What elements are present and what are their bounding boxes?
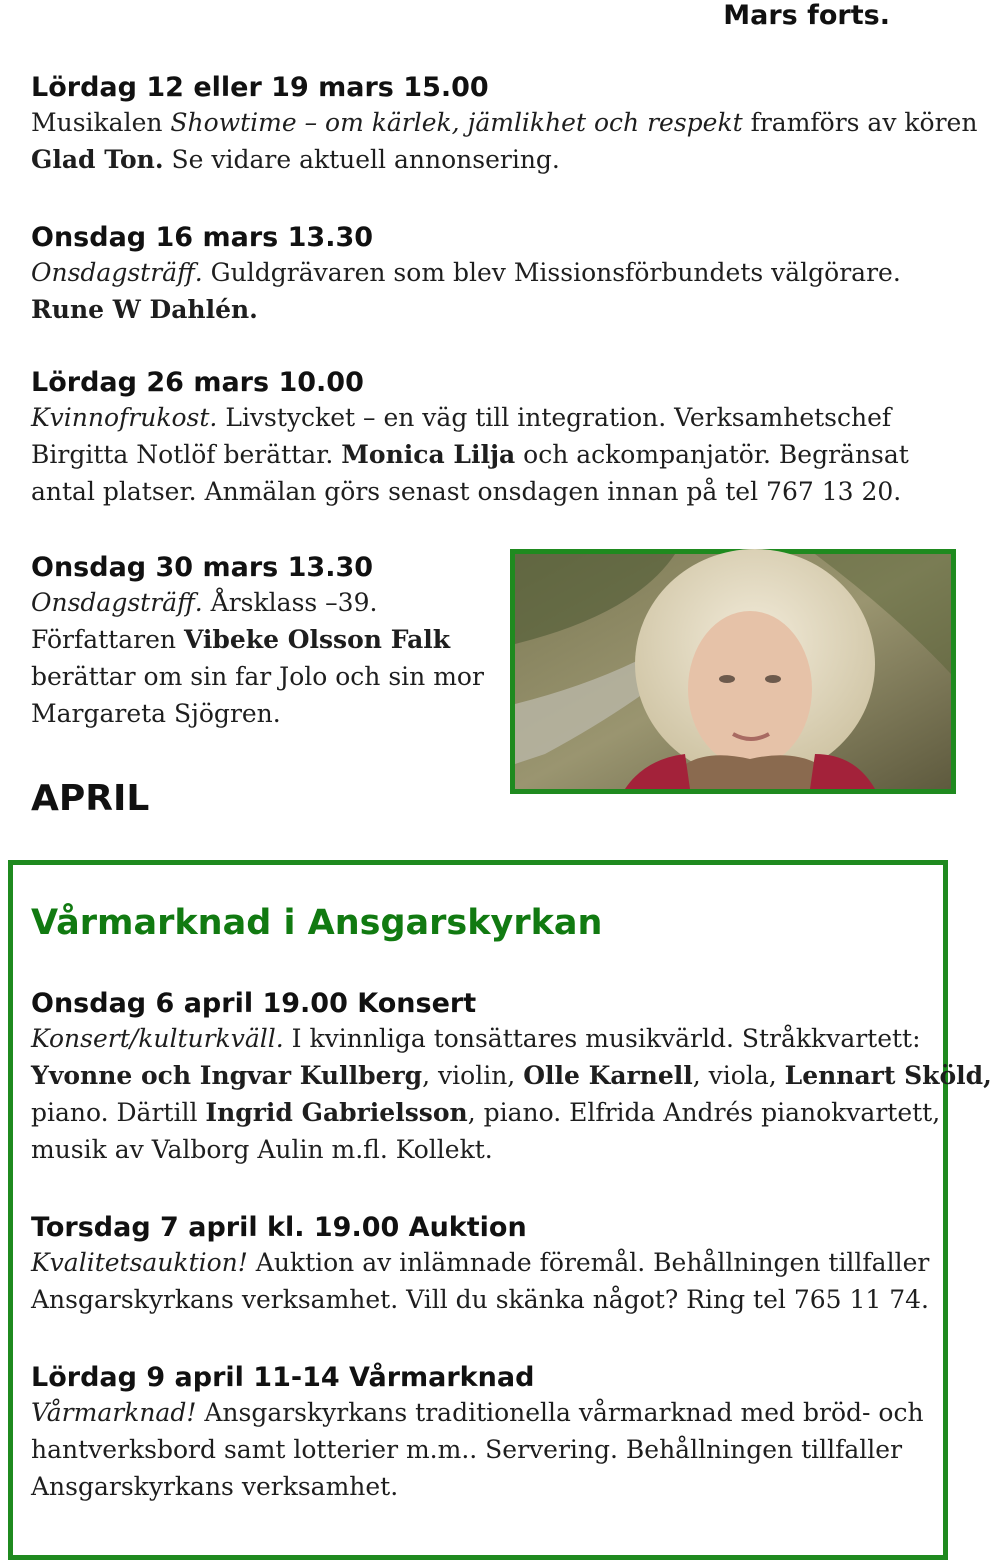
text-line (31, 1094, 992, 1131)
text-segment: Margareta Sjögren. (31, 699, 281, 728)
text-segment: Guldgrävaren som blev Missionsförbundets välgörare. (202, 258, 901, 287)
text-segment: framförs av kören (742, 108, 978, 137)
box-title: Vårmarknad i Ansgarskyrkan (31, 903, 603, 943)
bold-name: Olle Karnell (523, 1061, 693, 1090)
text-line (31, 104, 977, 141)
page-header-title: Mars forts. (723, 0, 890, 31)
text-segment: , piano. Elfrida Andrés pianokvartett, (467, 1098, 941, 1127)
event-heading: Torsdag 7 april kl. 19.00 Auktion (31, 1212, 527, 1243)
italic-term: Showtime – om kärlek, jämlikhet och respekt (170, 108, 743, 137)
text-line (31, 254, 901, 291)
text-line (31, 141, 977, 178)
text-line (31, 436, 909, 473)
text-segment: Livstycket – en väg till integration. Verksamhetschef (217, 403, 892, 432)
text-line (31, 1394, 924, 1431)
text-line (31, 399, 909, 436)
text-segment: Birgitta Notlöf berättar. (31, 440, 342, 469)
text-segment: Se vidare aktuell annonsering. (163, 145, 560, 174)
text-segment: Musikalen (31, 108, 171, 137)
text-line (31, 1057, 992, 1094)
text-segment: hantverksbord samt lotterier m.m.. Servering. Behållningen tillfaller (31, 1435, 903, 1464)
text-line (31, 1281, 929, 1318)
april-event-2 (31, 1212, 929, 1318)
text-segment: Författaren (31, 625, 184, 654)
event-body (31, 399, 909, 510)
march-event-2 (31, 222, 901, 328)
event-heading: Onsdag 6 april 19.00 Konsert (31, 988, 477, 1019)
event-body (31, 1394, 924, 1505)
bold-name: Monica Lilja (341, 440, 516, 469)
text-segment: och ackompanjatör. Begränsat (515, 440, 909, 469)
text-line (31, 1468, 924, 1505)
april-heading: APRIL (31, 778, 150, 819)
bold-name: Lennart Sköld, (784, 1061, 992, 1090)
event-heading: Lördag 9 april 11-14 Vårmarknad (31, 1362, 535, 1393)
text-line (31, 621, 484, 658)
text-line (31, 695, 484, 732)
bold-name: Ingrid Gabrielsson (205, 1098, 468, 1127)
text-line (31, 473, 909, 510)
bold-name: Yvonne och Ingvar Kullberg (31, 1061, 423, 1090)
italic-term: Vårmarknad! (31, 1398, 197, 1427)
text-line (31, 658, 484, 695)
bold-name: Glad Ton. (31, 145, 164, 174)
event-heading: Onsdag 16 mars 13.30 (31, 222, 374, 253)
text-segment: antal platser. Anmälan görs senast onsdagen innan på tel 767 13 20. (31, 477, 902, 506)
text-segment: I kvinnliga tonsättares musikvärld. Stråkkvartett: (283, 1024, 921, 1053)
event-heading: Lördag 12 eller 19 mars 15.00 (31, 72, 489, 103)
italic-term: Kvalitetsauktion! (31, 1248, 248, 1277)
text-segment: berättar om sin far Jolo och sin mor (31, 662, 484, 691)
spring-market-box (8, 860, 992, 1560)
text-segment: , violin, (422, 1061, 524, 1090)
april-event-1 (31, 988, 992, 1168)
author-photo (510, 549, 956, 794)
event-body (31, 254, 901, 328)
portrait-image (515, 554, 951, 789)
italic-term: Onsdagsträff. (31, 588, 203, 617)
italic-term: Konsert/kulturkväll. (31, 1024, 284, 1053)
text-line (31, 1431, 924, 1468)
march-event-1 (31, 72, 977, 178)
bold-name: Vibeke Olsson Falk (183, 625, 451, 654)
text-line (31, 1131, 992, 1168)
march-event-4 (31, 552, 484, 732)
march-event-3 (31, 367, 909, 510)
text-segment: Årsklass –39. (202, 588, 378, 617)
event-body (31, 1020, 992, 1168)
bold-name: Rune W Dahlén. (31, 295, 258, 324)
italic-term: Onsdagsträff. (31, 258, 203, 287)
text-segment: musik av Valborg Aulin m.fl. Kollekt. (31, 1135, 493, 1164)
italic-term: Kvinnofrukost. (31, 403, 218, 432)
text-segment: , viola, (692, 1061, 785, 1090)
event-body (31, 1244, 929, 1318)
text-line (31, 1244, 929, 1281)
event-heading: Lördag 26 mars 10.00 (31, 367, 364, 398)
text-line (31, 291, 901, 328)
text-segment: Ansgarskyrkans verksamhet. (31, 1472, 399, 1501)
text-segment: Auktion av inlämnade föremål. Behållningen tillfaller (247, 1248, 930, 1277)
text-line (31, 1020, 992, 1057)
event-body (31, 104, 977, 178)
text-segment: Ansgarskyrkans traditionella vårmarknad med bröd- och (196, 1398, 924, 1427)
april-event-3 (31, 1362, 924, 1505)
event-heading: Onsdag 30 mars 13.30 (31, 552, 374, 583)
event-body (31, 584, 484, 732)
text-segment: Ansgarskyrkans verksamhet. Vill du skänka något? Ring tel 765 11 74. (31, 1285, 929, 1314)
text-segment: piano. Därtill (31, 1098, 206, 1127)
text-line (31, 584, 484, 621)
